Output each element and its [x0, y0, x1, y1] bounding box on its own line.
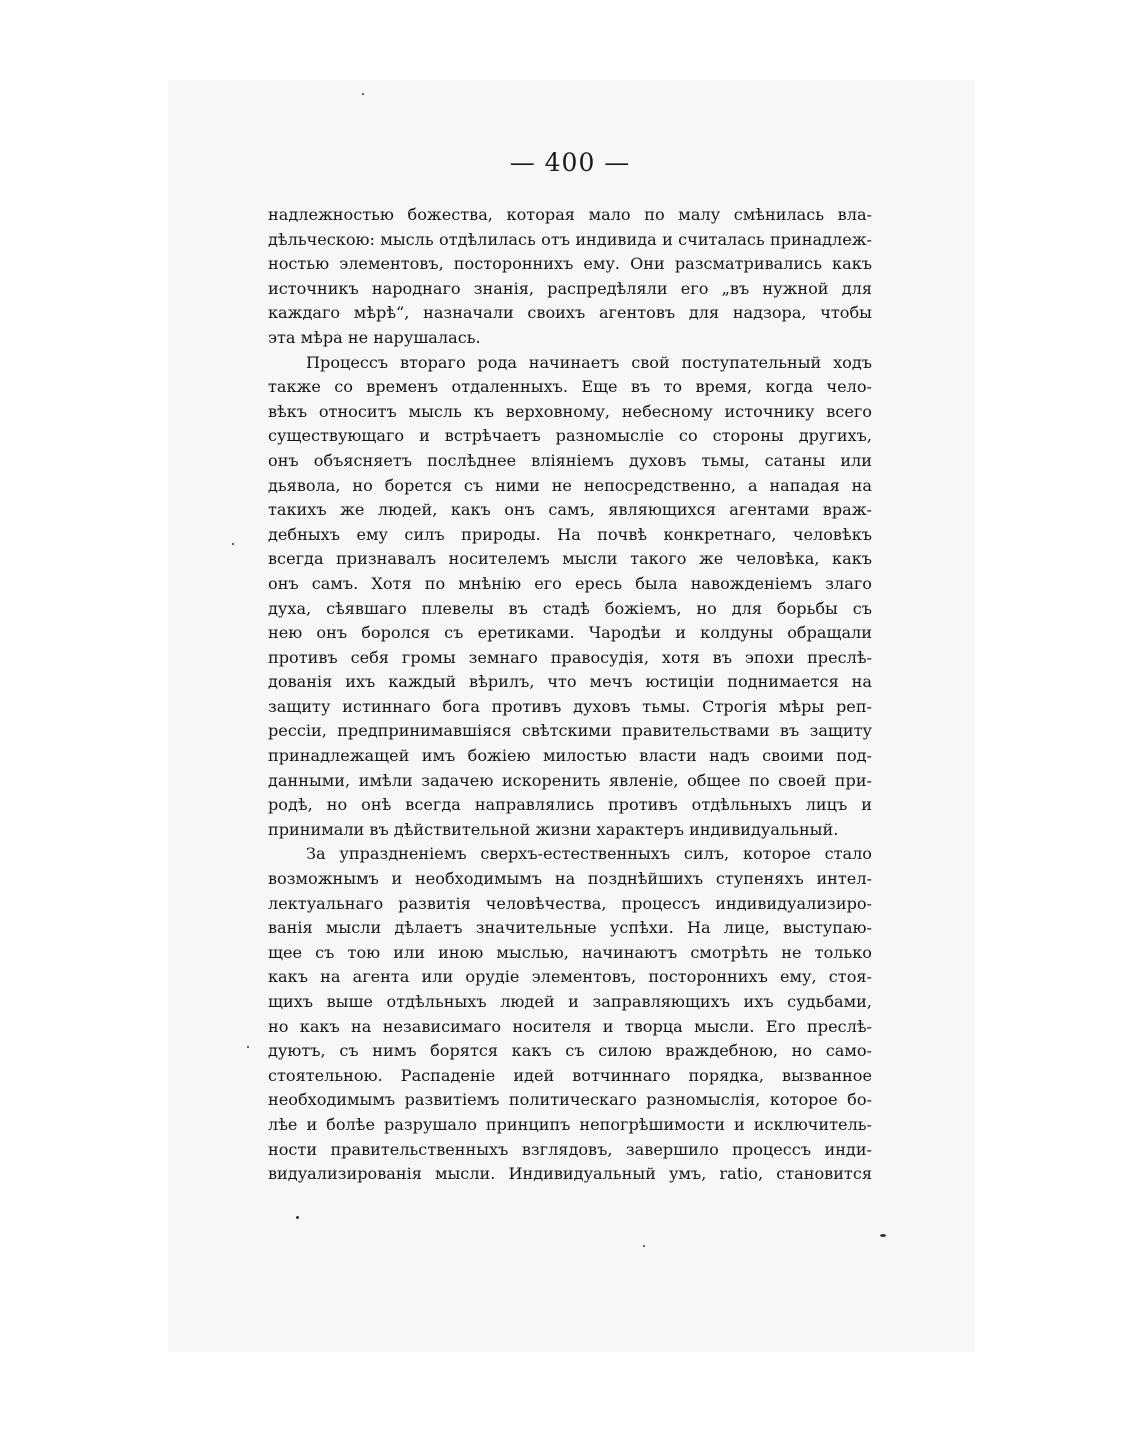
text-line: щихъ выше отдѣльныхъ людей и заправляющихъ ихъ судьбами, [268, 992, 872, 1011]
text-line: ности правительственныхъ взглядовъ, завершило процессъ инди- [268, 1139, 872, 1159]
text-line: надлежностью божества, которая мало по малу смѣнилась вла- [268, 205, 872, 224]
text-line: принимали въ дѣйствительной жизни характеръ индивидуальный. [268, 819, 839, 839]
text-line: лѣе и болѣе разрушало принципъ непогрѣшимости и исключитель- [268, 1114, 872, 1134]
text-line: такихъ же людей, какъ онъ самъ, являющихся агентами враж- [268, 500, 872, 520]
page-number: — 400 — [509, 148, 631, 177]
scan-speck [247, 1046, 249, 1048]
text-line: существующаго и встрѣчаетъ разномысліе со стороны другихъ, [268, 426, 872, 446]
text-line: онъ самъ. Хотя по мнѣнію его ересь была навожденіемъ злаго [268, 573, 872, 593]
text-line: защиту истиннаго бога противъ духовъ тьмы. Строгія мѣры реп- [268, 696, 872, 716]
text-line: данными, имѣли задачею искоренить явленіе, общее по своей при- [268, 770, 872, 790]
text-line: ностью элементовъ, постороннихъ ему. Они разсматривались какъ [268, 254, 872, 274]
text-line: За упраздненіемъ сверхъ-естественныхъ силъ, которое стало [306, 844, 872, 864]
text-line: дебныхъ ему силъ природы. На почвѣ конкретнаго, человѣкъ [268, 524, 872, 544]
text-line: какъ на агента или орудіе элементовъ, постороннихъ ему, стоя- [268, 967, 872, 987]
text-line: дуютъ, съ нимъ борятся какъ съ силою враждебною, но само- [268, 1041, 872, 1061]
text-line: необходимымъ развитіемъ политическаго разномыслія, которое бо- [268, 1090, 872, 1110]
paragraph-3 [268, 842, 872, 1186]
scan-speck [362, 93, 364, 95]
text-line: ванія мысли дѣлаетъ значительные успѣхи. На лице, выступаю- [268, 918, 872, 938]
text-line: видуализированія мысли. Индивидуальный умъ, ratio, становится [268, 1164, 872, 1184]
text-line: щее съ тою или иною мыслью, начинаютъ смотрѣть не только [268, 942, 872, 962]
text-line: дованія ихъ каждый вѣрилъ, что мечъ юстиціи поднимается на [268, 672, 872, 692]
text-line: источникъ народнаго знанія, распредѣляли его „въ нужной для [268, 278, 872, 298]
paragraph-2 [268, 351, 872, 843]
text-line: вѣкъ относитъ мысль къ верховному, небесному источнику всего [268, 401, 872, 421]
text-line: онъ объясняетъ послѣднее вліяніемъ духовъ тьмы, сатаны или [268, 450, 872, 470]
text-line: эта мѣра не нарушалась. [268, 327, 481, 347]
text-line: духа, сѣявшаго плевелы въ стадѣ божіемъ, но для борьбы съ [268, 598, 872, 618]
text-line: дьявола, но борется съ ними не непосредственно, а нападая на [268, 475, 872, 495]
text-line: принадлежащей имъ божіею милостью власти надъ своими под- [268, 746, 872, 766]
text-line: всегда признавалъ носителемъ мысли такого же человѣка, какъ [268, 549, 872, 569]
paragraph-1 [268, 203, 872, 351]
text-line: рессіи, предпринимавшіяся свѣтскими правительствами въ защиту [268, 721, 872, 741]
scan-speck [880, 1234, 886, 1237]
text-line: Процессъ втораго рода начинаетъ свой поступательный ходъ [306, 352, 872, 372]
text-line: лектуальнаго развитія человѣчества, процессъ индивидуализиро- [268, 893, 872, 913]
body-text [268, 203, 872, 1187]
scan-speck [643, 1245, 645, 1247]
text-line: возможнымъ и необходимымъ на позднѣйшихъ ступеняхъ интел- [268, 869, 872, 889]
text-line: но какъ на независимаго носителя и творца мысли. Его преслѣ- [268, 1016, 872, 1036]
text-line: нею онъ боролся съ еретиками. Чародѣи и колдуны обращали [268, 623, 872, 643]
text-line: противъ себя громы земнаго правосудія, хотя въ эпохи преслѣ- [268, 647, 872, 667]
text-line: стоятельною. Распаденіе идей вотчиннаго порядка, вызванное [268, 1065, 872, 1085]
text-line: родѣ, но онѣ всегда направлялись противъ отдѣльныхъ лицъ и [268, 795, 872, 815]
text-line: также со временъ отдаленныхъ. Еще въ то время, когда чело- [268, 377, 872, 397]
scan-speck [296, 1216, 299, 1219]
text-line: каждаго мѣрѣ“, назначали своихъ агентовъ для надзора, чтобы [268, 303, 872, 323]
scan-speck [232, 543, 234, 545]
text-line: дѣльческою: мысль отдѣлилась отъ индивида и считалась принадлеж- [268, 229, 872, 249]
